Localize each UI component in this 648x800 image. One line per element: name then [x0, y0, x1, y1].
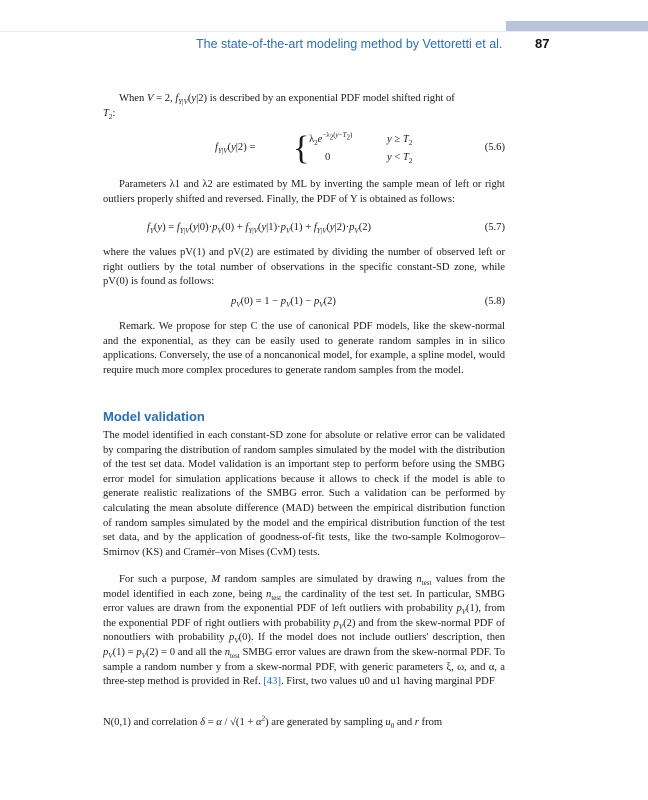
page-number: 87 [535, 36, 550, 51]
running-title: The state-of-the-art modeling method by Vettoretti et al. [196, 37, 503, 51]
paragraph-sampling: For such a purpose, M random samples are simulated by drawing $n_{test}$ values from the model identified in each zone, being $n_{test}$ the cardinality of the test set. In particular, SMBG error values are drawn from the exponential PDF of left outliers with probability $p_V(1)$, from the exponential PDF of right outliers with probability $p_V(2)$ and from the skew-normal PDF of nonoutliers with probability $p_V(0)$. If the model does not include outliers' description, then $p_V(1) = p_V(2) = 0$ and all the $n_{test}$ SMBG error values are drawn from the skew-normal PDF. To sample a random number y from a skew-normal PDF, with generic parameters ξ, ω, and α, a three-step method is provided in Ref. [43]. First, two values u0 and u1 having marginal PDF [103, 574, 506, 688]
equation-5-7: $f_Y(y) = f_{Y|V}(y|0)\cdot p_V(0) + f_{Y|V}(y|1)\cdot p_V(1) + f_{Y|V}(y|2)\cdot p_V(2)$ (5.7) [147, 222, 505, 236]
equation-number: (5.8) [484, 296, 505, 307]
paragraph-model-validation: The model identified in each constant-SD zone for absolute or relative error can be validated by comparing the distribution of random samples simulated by the model with the distribution of the test set data. Model validation is an important step to perform before using the SMBG error model for simulation applications because it allows to check if the model is able to generate realistic realizations of the SMBG error. Such a validation can be performed by calculating the mean absolute difference (MAD) between the empirical distribution function of random samples simulated by the model and the empirical distribution function of the test set data, and by the application of goodness-of-fit tests, like the two-sample Kolmogorov–Smirnov (KS) and Cramér–von Mises (CvM) tests. [103, 430, 505, 558]
paragraph-remark: Remark. We propose for step C the use of canonical PDF models, like the skew-normal and the exponential, as they can be easily used to generate random samples in in silico applications. Conversely, the use of a noncanonical model, for example, a spline model, would require much more complex procedures to generate random samples from the model. [103, 321, 505, 376]
equation-number: (5.6) [484, 142, 505, 153]
paragraph-intro: When V = 2, $f_{Y|V}(y|2)$ is described by an exponential PDF model shifted right of $T_2$: [103, 93, 455, 121]
section-heading: Model validation [103, 409, 205, 424]
equation-5-6: $f_{Y|V}(y|2)$ = { $\lambda_2e^{-\lambda_2(y-T_2)}$ $y \ge T_2$ 0 $y < T_2$ (5.6) [215, 130, 505, 167]
paragraph-parameters: Parameters λ1 and λ2 are estimated by ML by inverting the sample mean of left or right outliers properly shifted and reversed. Finally, the PDF of Y is obtained as follows: [103, 179, 505, 205]
paragraph-last-line: N(0,1) and correlation $\delta = \alpha / √(1 + \alpha^2)$ are generated by sampling $u_0$ and r from [103, 714, 443, 731]
equation-5-8: $p_V(0) = 1 - p_V(1) - p_V(2)$ (5.8) [231, 296, 505, 310]
paragraph-probabilities: where the values pV(1) and pV(2) are estimated by dividing the number of observed left or right outliers by the total number of observations in the specific constant-SD zone, while pV(0) is found as follows: [103, 247, 505, 288]
header-accent-bar [506, 21, 648, 31]
reference-link[interactable]: [43] [263, 676, 281, 688]
equation-number: (5.7) [484, 222, 505, 233]
header-rule [0, 31, 648, 32]
